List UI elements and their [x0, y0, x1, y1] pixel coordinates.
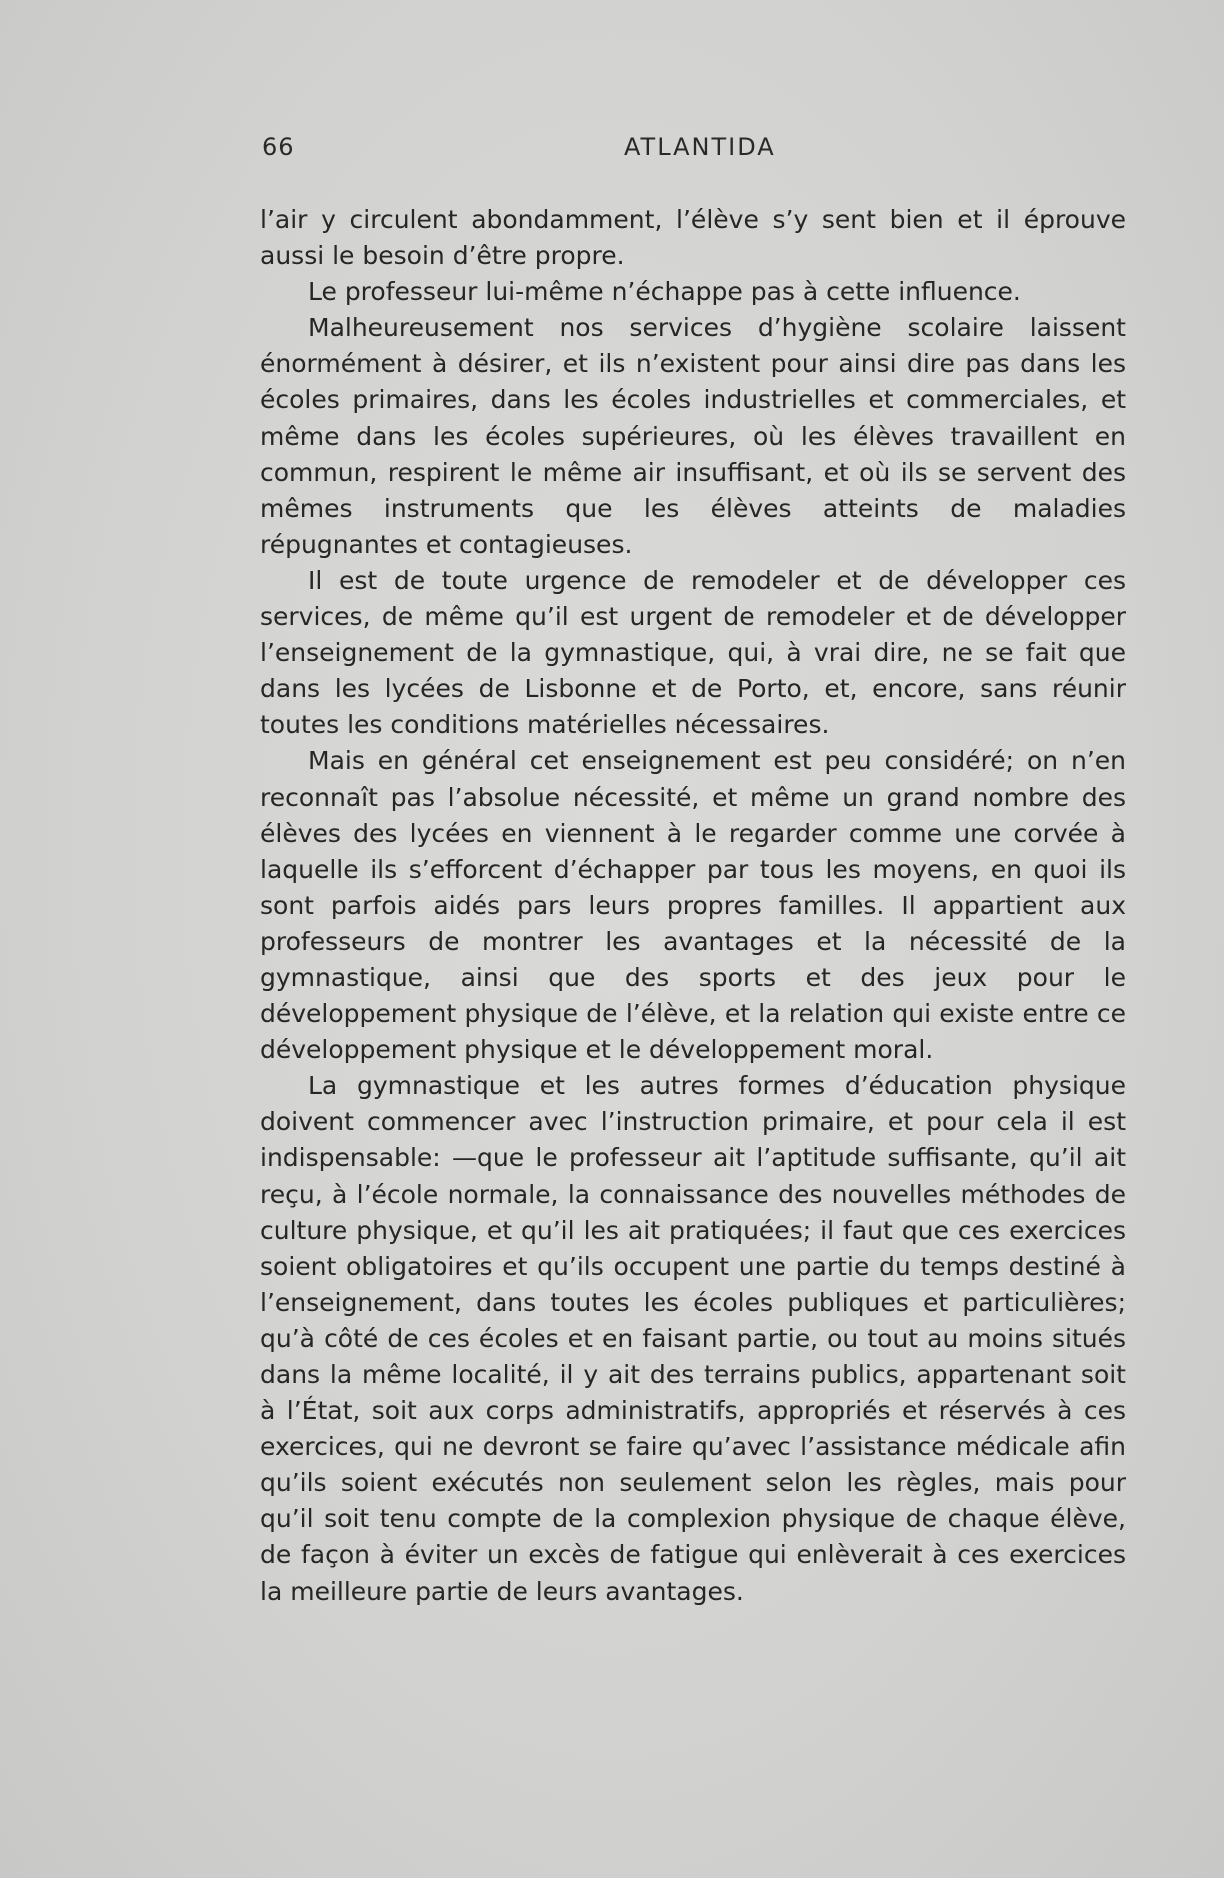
- body-text: [260, 202, 1126, 1610]
- paragraph-gymnastics-considered: Mais en général cet enseignement est peu considéré; on n’en reconnaît pas l’absolue nécessité, et même un grand nombre des élèves des lycées en viennent à le regarder comme une corvée à laquelle ils s’efforcent d’échapper par tous les moyens, en quoi ils sont parfois aidés pars leurs propres familles. Il appartient aux professeurs de montrer les avantages et la nécessité de la gymnastique, ainsi que des sports et des jeux pour le développement physique de l’élève, et la relation qui existe entre ce développement physique et le développement moral.: [260, 746, 1126, 1065]
- paragraph-school-hygiene: Malheureusement nos services d’hygiène scolaire laissent énormément à désirer, et ils n’existent pour ainsi dire pas dans les écoles primaires, dans les écoles industrielles et commerciales, et même dans les écoles supérieures, où les élèves travaillent en commun, respirent le même air insuffisant, et où ils se servent des mêmes instruments que les élèves atteints de maladies répugnantes et contagieuses.: [260, 313, 1126, 559]
- running-title: ATLANTIDA: [624, 133, 776, 161]
- page-number: 66: [262, 133, 295, 161]
- paragraph-physical-education: La gymnastique et les autres formes d’éducation physique doivent commencer avec l’instruction primaire, et pour cela il est indispensable: —que le professeur ait l’aptitude suffisante, qu’il ait reçu, à l’école normale, la connaissance des nouvelles méthodes de culture physique, et qu’il les ait pratiquées; il faut que ces exercices soient obligatoires et qu’ils occupent une partie du temps destiné à l’enseignement, dans toutes les écoles publiques et particulières; qu’à côté de ces écoles et en faisant partie, ou tout au moins situés dans la même localité, il y ait des terrains publics, appartenant soit à l’État, soit aux corps administratifs, appropriés et réservés à ces exercices, qui ne devront se faire qu’avec l’assistance médicale afin qu’ils soient exécutés non seulement selon les règles, mais pour qu’il soit tenu compte de la complexion physique de chaque élève, de façon à éviter un excès de fatigue qui enlèverait à ces exercices la meilleure partie de leurs avantages.: [260, 1071, 1126, 1606]
- paragraph-continuation: l’air y circulent abondamment, l’élève s’y sent bien et il éprouve aussi le besoin d’être propre.: [260, 205, 1126, 271]
- paragraph-urgency: Il est de toute urgence de remodeler et de développer ces services, de même qu’il est urgent de remodeler et de développer l’enseignement de la gymnastique, qui, à vrai dire, ne se fait que dans les lycées de Lisbonne et de Porto, et, encore, sans réunir toutes les conditions matérielles nécessaires.: [260, 565, 1126, 740]
- paragraph-professor-influence: Le professeur lui-même n’échappe pas à cette influence.: [308, 277, 1021, 307]
- page-header: [260, 133, 1140, 173]
